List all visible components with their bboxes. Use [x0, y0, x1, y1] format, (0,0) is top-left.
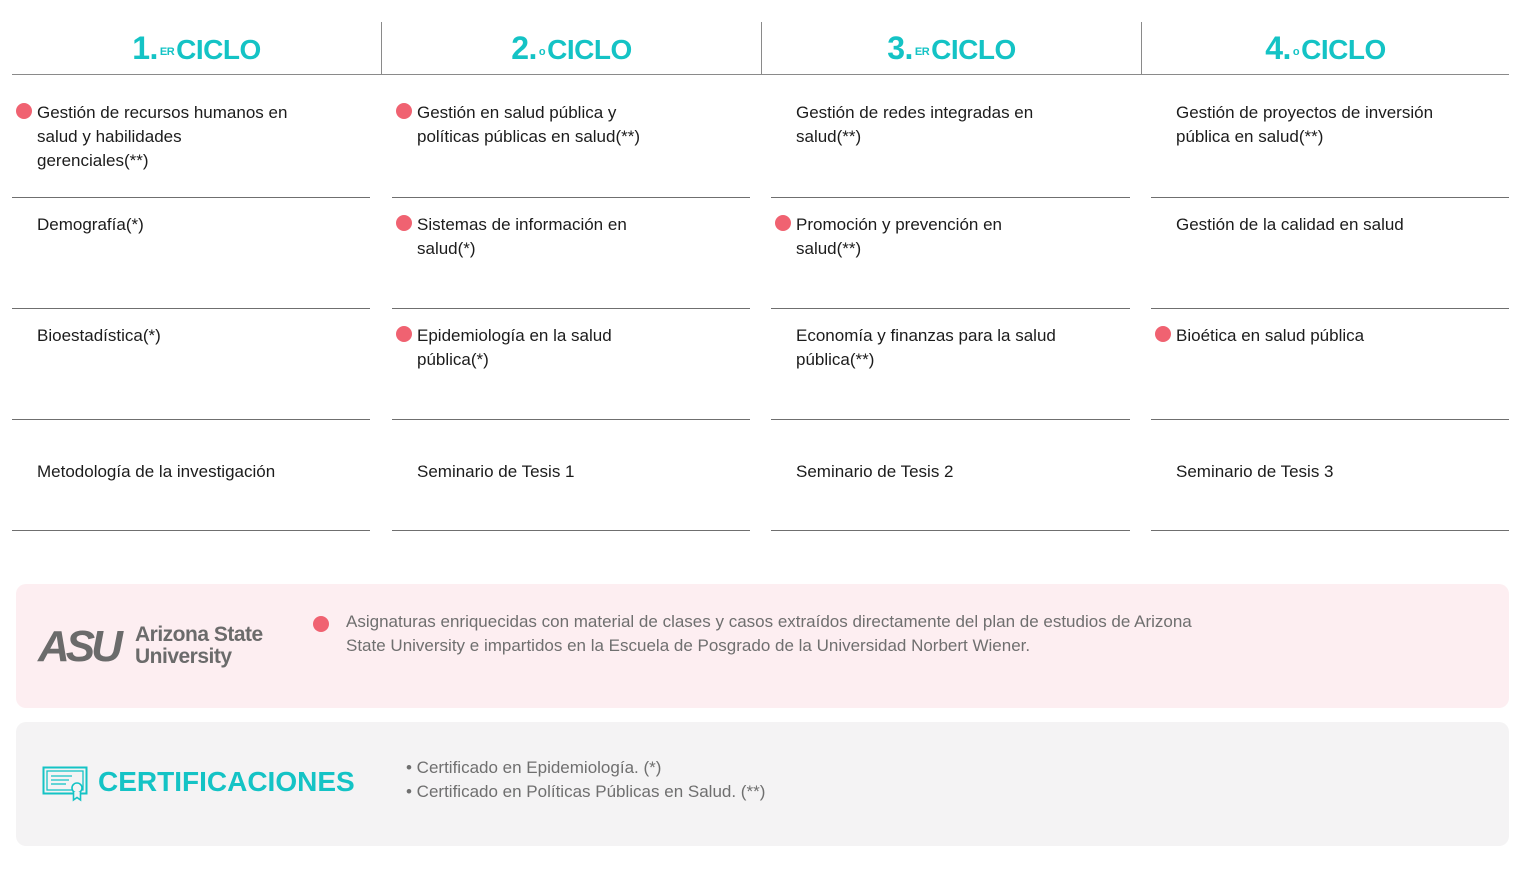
course-cell	[1151, 309, 1509, 420]
course-name: Promoción y prevención en salud(**)	[796, 215, 1003, 258]
asu-logo-name	[135, 624, 263, 668]
cycle-suffix: o	[1292, 46, 1300, 58]
cycle-number: 4.	[1265, 30, 1291, 66]
asu-logo-mark: ASU	[38, 622, 119, 671]
cycle-word: CICLO	[1301, 34, 1386, 65]
asu-marker-dot	[16, 103, 32, 119]
course-name: Gestión de proyectos de inversión pública en salud(**)	[1176, 103, 1434, 146]
cycle-suffix: ER	[914, 46, 930, 58]
course-cell	[1151, 86, 1509, 198]
course-name: Gestión de redes integradas en salud(**)	[796, 103, 1034, 146]
course-cell	[392, 198, 750, 309]
asu-marker-dot	[313, 616, 329, 632]
cycle-header-row	[12, 22, 1509, 75]
asu-name-line1: Arizona State	[135, 623, 263, 646]
cycle-word: CICLO	[547, 34, 632, 65]
course-cell	[771, 309, 1130, 420]
certifications-box	[16, 722, 1509, 846]
cycle-number: 1.	[132, 30, 158, 66]
cycle-number: 3.	[887, 30, 913, 66]
course-name: Metodología de la investigación	[37, 462, 276, 481]
asu-marker-dot	[396, 215, 412, 231]
course-cell	[771, 420, 1130, 531]
course-cell	[392, 86, 750, 198]
cycle-header-2	[381, 22, 761, 74]
course-name: Seminario de Tesis 1	[417, 462, 575, 481]
course-cell	[392, 420, 750, 531]
course-name: Epidemiología en la salud pública(*)	[417, 326, 612, 369]
course-cell	[1151, 420, 1509, 531]
course-name: Gestión en salud pública y políticas públicas en salud(**)	[417, 103, 641, 146]
course-cell	[771, 198, 1130, 309]
certificate-icon	[42, 766, 88, 802]
course-name: Gestión de la calidad en salud	[1176, 215, 1404, 234]
course-cell	[12, 86, 370, 198]
course-name: Economía y finanzas para la salud pública(**)	[796, 326, 1056, 369]
course-cell	[12, 420, 370, 531]
cycle-header-4	[1141, 22, 1509, 74]
asu-name-line2: University	[135, 645, 232, 668]
cycle-header-3	[761, 22, 1141, 74]
asu-marker-dot	[1155, 326, 1171, 342]
course-name: Bioética en salud pública	[1176, 326, 1365, 345]
course-cell	[771, 86, 1130, 198]
asu-info-box	[16, 584, 1509, 708]
cycle-suffix: o	[538, 46, 546, 58]
course-name: Sistemas de información en salud(*)	[417, 215, 627, 258]
asu-marker-dot	[775, 215, 791, 231]
certifications-list	[406, 756, 765, 804]
course-name: Gestión de recursos humanos en salud y habilidades gerenciales(**)	[37, 103, 288, 170]
asu-marker-dot	[396, 326, 412, 342]
cycle-suffix: ER	[159, 46, 175, 58]
cycle-word: CICLO	[176, 34, 261, 65]
asu-marker-dot	[396, 103, 412, 119]
course-cell	[1151, 198, 1509, 309]
course-cell	[12, 309, 370, 420]
asu-note: Asignaturas enriquecidas con material de clases y casos extraídos directamente del plan de estudios de Arizona State University e impartidos en la Escuela de Posgrado de la Universidad Norbert Wiener.	[346, 612, 1192, 655]
certifications-title: CERTIFICACIONES	[98, 766, 355, 797]
certification-item: • Certificado en Epidemiología. (*)	[406, 758, 662, 777]
course-name: Seminario de Tesis 3	[1176, 462, 1334, 481]
course-name: Bioestadística(*)	[37, 326, 161, 345]
course-cell	[12, 198, 370, 309]
asu-logo	[38, 622, 278, 670]
certification-item: • Certificado en Políticas Públicas en Salud. (**)	[406, 782, 766, 801]
course-cell	[392, 309, 750, 420]
cycle-header-1	[12, 22, 381, 74]
course-name: Demografía(*)	[37, 215, 144, 234]
cycle-number: 2.	[511, 30, 537, 66]
cycle-word: CICLO	[931, 34, 1016, 65]
course-name: Seminario de Tesis 2	[796, 462, 954, 481]
